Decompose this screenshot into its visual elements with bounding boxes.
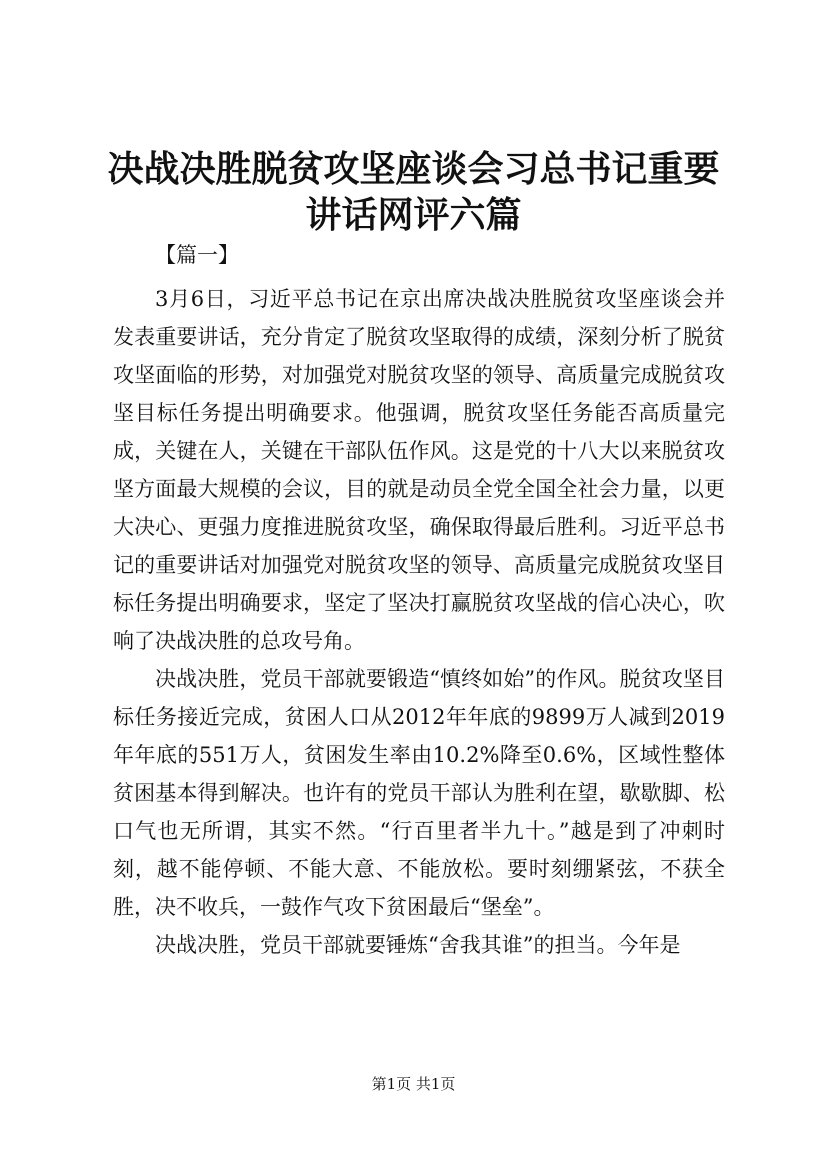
document-body — [113, 280, 725, 964]
paragraph-1: 3月6日，习近平总书记在京出席决战决胜脱贫攻坚座谈会并发表重要讲话，充分肯定了脱贫攻坚取得的成绩，深刻分析了脱贫攻坚面临的形势，对加强党对脱贫攻坚的领导、高质量完成脱贫攻坚目标任务提出明确要求。他强调，脱贫攻坚任务能否高质量完成，关键在人，关键在干部队伍作风。这是党的十八大以来脱贫攻坚方面最大规模的会议，目的就是动员全党全国全社会力量，以更大决心、更强力度推进脱贫攻坚，确保取得最后胜利。习近平总书记的重要讲话对加强党对脱贫攻坚的领导、高质量完成脱贫攻坚目标任务提出明确要求，坚定了坚决打赢脱贫攻坚战的信心决心，吹响了决战决胜的总攻号角。 — [113, 287, 725, 653]
section-heading: 【篇一】 — [155, 243, 239, 267]
paragraph-2: 决战决胜，党员干部就要锻造“慎终如始”的作风。脱贫攻坚目标任务接近完成，贫困人口从2012年年底的9899万人减到2019年年底的551万人，贫困发生率由10.2%降至0.6%，区域性整体贫困基本得到解决。也许有的党员干部认为胜利在望，歇歇脚、松口气也无所谓，其实不然。“行百里者半九十。”越是到了冲刺时刻，越不能停顿、不能大意、不能放松。要时刻绷紧弦，不获全胜，决不收兵，一鼓作气攻下贫困最后“堡垒”。 — [113, 667, 725, 919]
page-footer: 第1页 共1页 — [371, 1075, 456, 1093]
paragraph-3: 决战决胜，党员干部就要锤炼“舍我其谁”的担当。今年是 — [155, 933, 681, 957]
document-title: 决战决胜脱贫攻坚座谈会习总书记重要讲话网评六篇 — [107, 148, 720, 236]
